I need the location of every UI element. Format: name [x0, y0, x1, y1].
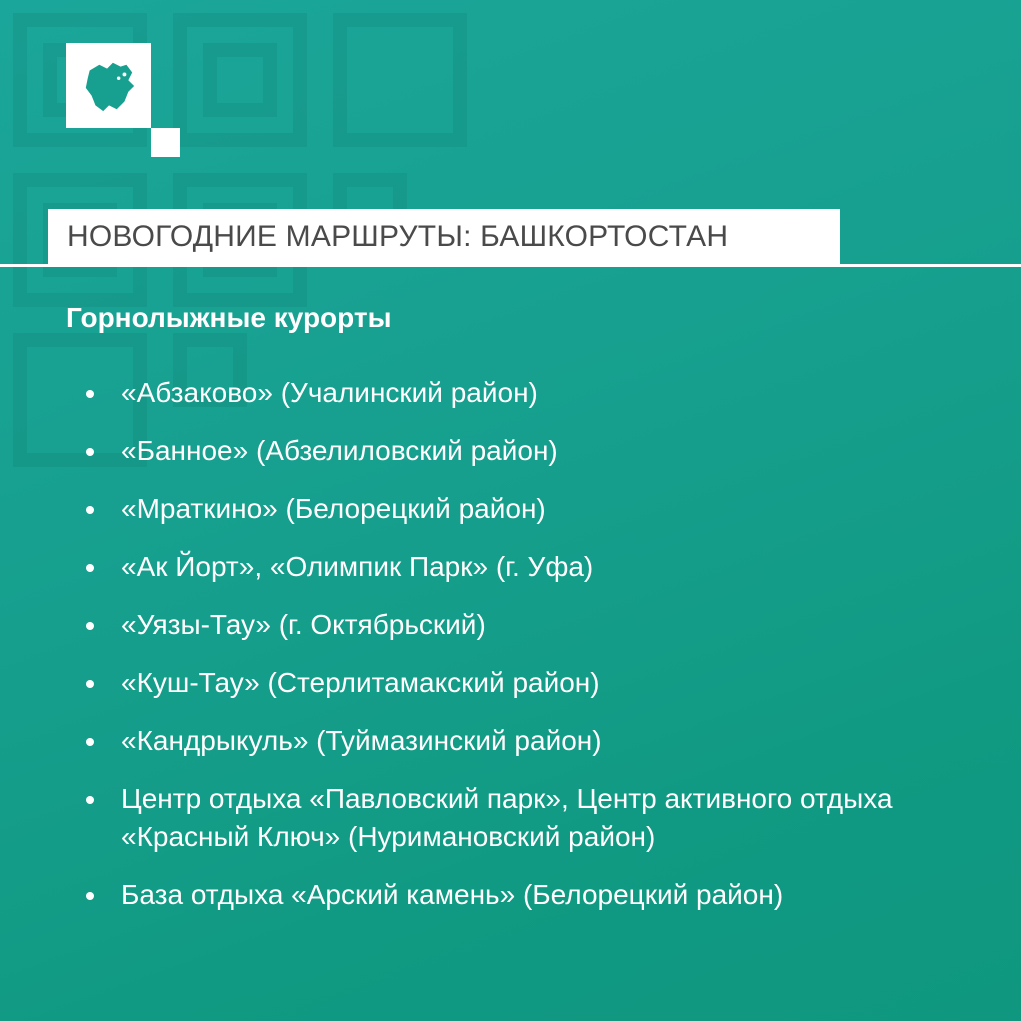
bashkortostan-map-icon	[80, 57, 138, 115]
list-item-text: «Ак Йорт», «Олимпик Парк» (г. Уфа)	[121, 551, 594, 582]
title-underline	[0, 264, 1021, 267]
list-item-text: «Абзаково» (Учалинский район)	[121, 377, 538, 408]
list-item-text: «Банное» (Абзелиловский район)	[121, 435, 558, 466]
bullet-icon	[86, 892, 94, 900]
list-item	[86, 432, 996, 470]
bullet-icon	[86, 564, 94, 572]
bullet-icon	[86, 448, 94, 456]
resort-list	[86, 374, 996, 934]
list-item	[86, 490, 996, 528]
list-item	[86, 548, 996, 586]
bullet-icon	[86, 738, 94, 746]
page-title: НОВОГОДНИЕ МАРШРУТЫ: БАШКОРТОСТАН	[67, 219, 729, 253]
bullet-icon	[86, 680, 94, 688]
list-item	[86, 374, 996, 412]
bullet-icon	[86, 796, 94, 804]
list-item-text: «Кандрыкуль» (Туймазинский район)	[121, 725, 602, 756]
list-item-text: «Уязы-Тау» (г. Октябрьский)	[121, 609, 486, 640]
list-item-text: Центр отдыха «Павловский парк», Центр активного отдыха «Красный Ключ» (Нуримановский район)	[121, 783, 893, 852]
logo-accent-square	[151, 128, 180, 157]
list-item	[86, 722, 996, 760]
bullet-icon	[86, 390, 94, 398]
title-banner	[48, 209, 840, 264]
list-item	[86, 780, 996, 856]
logo	[66, 43, 151, 128]
list-item-text: «Мраткино» (Белорецкий район)	[121, 493, 546, 524]
list-item	[86, 876, 996, 914]
bullet-icon	[86, 622, 94, 630]
bullet-icon	[86, 506, 94, 514]
list-item	[86, 664, 996, 702]
list-item-text: База отдыха «Арский камень» (Белорецкий район)	[121, 879, 784, 910]
section-subtitle: Горнолыжные курорты	[66, 302, 392, 333]
list-item	[86, 606, 996, 644]
list-item-text: «Куш-Тау» (Стерлитамакский район)	[121, 667, 600, 698]
